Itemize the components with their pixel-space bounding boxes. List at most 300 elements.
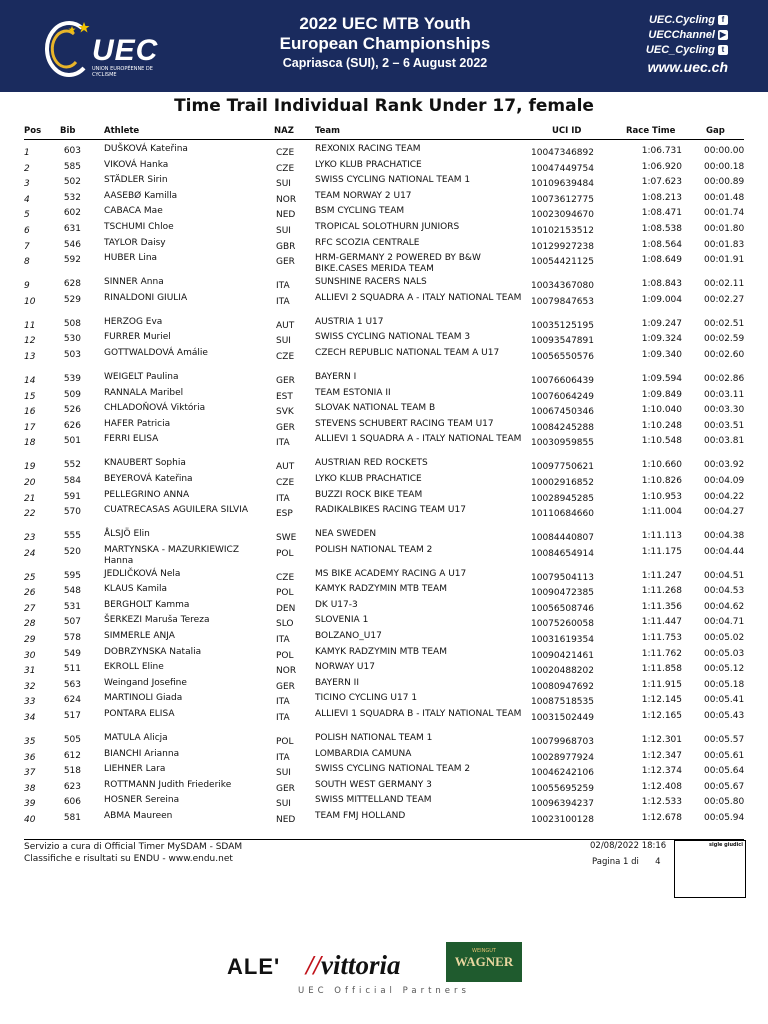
table-row	[24, 430, 744, 454]
table-row	[24, 156, 744, 172]
cell-gap: 00:04.09	[704, 475, 745, 486]
cell-gap: 00:01.83	[704, 239, 745, 250]
cell-team: SWISS CYCLING NATIONAL TEAM 2	[315, 764, 471, 775]
cell-bib: 529	[63, 294, 81, 305]
event-title-block	[200, 14, 570, 71]
cell-team: KAMYK RADZYMIN MTB TEAM	[315, 584, 447, 595]
table-row	[24, 565, 744, 581]
cell-team: POLISH NATIONAL TEAM 2	[315, 544, 433, 555]
cell-team: REXONIX RACING TEAM	[315, 144, 421, 154]
cell-pos: 25	[24, 572, 36, 583]
cell-team: POLISH NATIONAL TEAM 1	[315, 733, 433, 744]
uec-ring-icon	[44, 20, 92, 78]
cell-time: 1:08.564	[641, 239, 682, 250]
cell-uci: 10079504113	[531, 572, 594, 583]
cell-uci: 10056508746	[531, 603, 594, 614]
cell-pos: 20	[24, 477, 36, 488]
table-row	[24, 202, 745, 221]
cell-pos: 8	[24, 257, 30, 268]
cell-time: 1:11.113	[641, 531, 682, 542]
cell-athlete: STÄDLER Sirin	[104, 175, 168, 186]
cell-bib: 507	[63, 617, 81, 628]
cell-naz: POL	[276, 548, 294, 559]
twitter-icon: t	[718, 45, 728, 55]
table-row	[24, 289, 744, 313]
partners-label: UEC Official Partners	[298, 986, 470, 996]
social-youtube[interactable]: UECChannel ▶	[648, 29, 727, 41]
cell-athlete: BEYEROVÁ Kateřina	[104, 473, 193, 484]
cell-bib: 612	[63, 750, 81, 761]
cell-time: 1:11.356	[641, 601, 682, 612]
cell-uci: 10035125195	[531, 320, 594, 331]
cell-uci: 10109639484	[531, 179, 594, 190]
cell-gap: 00:03.92	[704, 460, 745, 471]
cell-gap: 00:05.03	[704, 648, 745, 659]
cell-uci: 10097750621	[531, 462, 594, 473]
cell-team: NEA SWEDEN	[315, 529, 377, 540]
cell-bib: 585	[63, 161, 81, 172]
cell-team: BSM CYCLING TEAM	[315, 206, 405, 217]
cell-gap: 00:05.43	[704, 711, 745, 722]
judges-signature-box	[674, 840, 746, 898]
cell-uci: 10096394237	[531, 799, 594, 810]
cell-team: LOMBARDIA CAMUNA	[315, 748, 412, 759]
cell-pos: 27	[24, 603, 36, 614]
cell-team: TEAM ESTONIA II	[315, 387, 391, 398]
cell-time: 1:11.762	[641, 648, 682, 659]
uec-logo-text: UEC	[92, 34, 159, 67]
cell-bib: 517	[63, 711, 81, 722]
cell-gap: 00:02.11	[704, 279, 745, 290]
cell-team: TEAM FMJ HOLLAND	[315, 811, 406, 821]
event-title-line1: 2022 UEC MTB Youth	[299, 14, 471, 33]
partner-vittoria-logo: //vittoria	[306, 950, 401, 980]
cell-naz: GBR	[276, 241, 296, 252]
cell-uci: 10031502449	[531, 713, 594, 724]
cell-uci: 10028945285	[531, 493, 594, 504]
cell-uci: 10076064249	[531, 391, 594, 402]
cell-athlete: CABACA Mae	[104, 206, 163, 217]
cell-time: 1:09.340	[641, 349, 682, 360]
cell-team: BUZZI ROCK BIKE TEAM	[315, 489, 423, 500]
cell-team: AUSTRIA 1 U17	[315, 316, 384, 327]
cell-bib: 511	[63, 664, 81, 675]
cell-naz: CZE	[276, 351, 295, 362]
cell-uci: 10084654914	[531, 548, 594, 559]
cell-pos: 5	[24, 210, 30, 221]
cell-pos: 40	[24, 815, 36, 825]
table-row	[24, 454, 745, 473]
cell-gap: 00:05.61	[704, 750, 745, 761]
cell-uci: 10102153512	[531, 225, 594, 236]
cell-time: 1:11.175	[641, 546, 682, 557]
cell-naz: POL	[276, 650, 294, 661]
col-naz: NAZ	[274, 126, 294, 136]
cell-athlete: CUATRECASAS AGUILERA SILVIA	[104, 505, 248, 516]
results-table	[24, 140, 744, 823]
cell-naz: DEN	[276, 603, 296, 614]
cell-bib: 502	[63, 177, 81, 188]
cell-team: LYKO KLUB PRACHATICE	[315, 159, 422, 170]
cell-pos: 24	[24, 548, 36, 559]
social-facebook[interactable]: UEC.Cycling f	[646, 13, 728, 28]
header-banner	[0, 0, 768, 92]
cell-naz: GER	[276, 422, 295, 433]
cell-bib: 606	[63, 797, 81, 808]
cell-time: 1:12.145	[641, 695, 682, 706]
cell-naz: GER	[276, 375, 295, 386]
table-row	[24, 273, 745, 292]
cell-naz: ESP	[276, 509, 293, 520]
cell-team: ALLIEVI 2 SQUADRA A - ITALY NATIONAL TEAM	[315, 292, 522, 303]
cell-pos: 31	[24, 666, 36, 677]
cell-pos: 34	[24, 713, 36, 724]
cell-gap: 00:00.18	[704, 161, 745, 172]
cell-athlete: TSCHUMI Chloe	[104, 221, 174, 232]
cell-uci: 10084245288	[531, 422, 594, 433]
cell-bib: 578	[63, 633, 81, 644]
cell-gap: 00:03.11	[704, 389, 745, 400]
cell-naz: CZE	[276, 148, 295, 158]
cell-team: SUNSHINE RACERS NALS	[315, 277, 427, 288]
table-row	[24, 415, 744, 431]
cell-pos: 32	[24, 681, 36, 692]
cell-pos: 28	[24, 619, 36, 630]
col-bib: Bib	[60, 126, 76, 136]
table-row	[24, 399, 745, 418]
cell-gap: 00:02.86	[704, 373, 745, 384]
cell-bib: 602	[63, 208, 81, 219]
cell-time: 1:09.594	[641, 373, 682, 384]
table-row	[24, 384, 744, 400]
cell-naz: CZE	[276, 163, 295, 174]
cell-athlete: JEDLIČKOVÁ Nela	[104, 568, 181, 579]
cell-uci: 10079968703	[531, 737, 594, 748]
cell-gap: 00:04.44	[704, 546, 745, 557]
cell-time: 1:10.548	[641, 436, 682, 447]
cell-team: CZECH REPUBLIC NATIONAL TEAM A U17	[315, 347, 500, 358]
table-row	[24, 611, 745, 630]
cell-bib: 532	[63, 192, 81, 203]
cell-gap: 00:04.51	[704, 570, 745, 581]
youtube-icon: ▶	[719, 30, 727, 40]
cell-uci: 10002916852	[531, 477, 594, 488]
page-title: Time Trail Individual Rank Under 17, female	[174, 96, 594, 116]
social-links	[646, 13, 728, 76]
cell-uci: 10030959855	[531, 438, 594, 449]
cell-time: 1:09.324	[641, 334, 682, 345]
cell-team: RFC SCOZIA CENTRALE	[315, 237, 420, 248]
cell-uci: 10020488202	[531, 666, 594, 677]
cell-naz: NED	[276, 815, 296, 825]
cell-time: 1:08.471	[641, 208, 682, 219]
cell-time: 1:12.678	[641, 813, 682, 823]
cell-gap: 00:03.81	[704, 436, 745, 447]
cell-gap: 00:00.89	[704, 177, 745, 188]
table-row	[24, 705, 744, 729]
cell-uci: 10031619354	[531, 635, 594, 646]
cell-uci: 10087518535	[531, 697, 594, 708]
cell-naz: NED	[276, 210, 296, 221]
cell-pos: 30	[24, 650, 36, 661]
cell-pos: 19	[24, 462, 36, 473]
table-row	[24, 541, 744, 565]
footer-date: 02/08/2022 18:16	[590, 841, 667, 851]
cell-athlete: HOSNER Sereina	[104, 795, 180, 806]
cell-bib: 531	[63, 601, 81, 612]
cell-pos: 37	[24, 768, 36, 779]
cell-uci: 10076606439	[531, 375, 594, 386]
judges-label: sigle giudici	[709, 842, 743, 848]
cell-athlete: HUBER Lina	[104, 253, 158, 264]
table-row	[24, 776, 744, 792]
cell-naz: ITA	[276, 697, 290, 708]
cell-uci: 10056550576	[531, 351, 594, 362]
cell-bib: 603	[63, 146, 81, 156]
cell-team: SWISS CYCLING NATIONAL TEAM 1	[315, 175, 471, 186]
cell-naz: ITA	[276, 296, 290, 307]
col-uci: UCI ID	[552, 126, 582, 136]
cell-athlete: BERGHOLT Kamma	[104, 599, 190, 610]
cell-athlete: PELLEGRINO ANNA	[104, 489, 190, 500]
cell-athlete: ŠERKEZI Maruša Tereza	[104, 615, 210, 626]
cell-athlete: RINALDONI GIULIA	[104, 292, 188, 303]
table-row	[24, 218, 744, 234]
cell-gap: 00:05.02	[704, 633, 745, 644]
cell-athlete: ÅLSJÖ Elin	[104, 529, 150, 540]
table-row	[24, 627, 745, 646]
table-row	[24, 643, 744, 659]
cell-time: 1:10.040	[641, 405, 682, 416]
cell-bib: 509	[63, 389, 81, 400]
cell-team: SLOVAK NATIONAL TEAM B	[315, 403, 436, 414]
cell-bib: 592	[63, 255, 81, 266]
cell-gap: 00:05.67	[704, 781, 745, 792]
cell-bib: 505	[63, 735, 81, 746]
cell-time: 1:11.915	[641, 679, 682, 690]
cell-pos: 9	[24, 281, 30, 292]
cell-bib: 548	[63, 586, 81, 597]
cell-athlete: HAFER Patricia	[104, 418, 171, 429]
event-title-line2: European Championships	[279, 34, 491, 53]
table-row	[24, 140, 744, 156]
cell-gap: 00:01.80	[704, 223, 745, 234]
cell-time: 1:11.753	[641, 633, 682, 644]
uec-logo	[36, 14, 159, 84]
cell-team: TICINO CYCLING U17 1	[315, 693, 418, 704]
cell-team: RADIKALBIKES RACING TEAM U17	[315, 505, 466, 516]
footer-line2: Classifiche e risultati su ENDU - www.endu.net	[24, 854, 233, 864]
cell-athlete: SIMMERLE ANJA	[104, 631, 175, 642]
cell-naz: SUI	[276, 225, 291, 236]
cell-bib: 546	[63, 239, 81, 250]
cell-time: 1:08.213	[641, 192, 682, 203]
cell-pos: 35	[24, 737, 36, 748]
table-row	[24, 791, 745, 810]
cell-gap: 00:04.22	[704, 491, 745, 502]
cell-pos: 10	[24, 296, 36, 307]
cell-time: 1:08.649	[641, 255, 682, 266]
cell-gap: 00:02.59	[704, 334, 745, 345]
cell-uci: 10054421125	[531, 257, 594, 268]
cell-team: KAMYK RADZYMIN MTB TEAM	[315, 646, 447, 657]
cell-pos: 26	[24, 588, 36, 599]
table-row	[24, 760, 745, 779]
cell-pos: 13	[24, 351, 36, 362]
cell-bib: 595	[63, 570, 81, 581]
cell-naz: SUI	[276, 799, 291, 810]
col-time: Race Time	[626, 126, 676, 136]
cell-gap: 00:04.53	[704, 586, 745, 597]
cell-naz: NOR	[276, 666, 297, 677]
cell-time: 1:12.374	[641, 766, 682, 777]
cell-uci: 10023094670	[531, 210, 594, 221]
uec-logo-subtitle: UNION EUROPÉENNE DE CYCLISME	[92, 66, 153, 78]
cell-gap: 00:01.74	[704, 208, 745, 219]
cell-athlete: LIEHNER Lara	[104, 764, 166, 775]
footer-credits	[24, 841, 242, 865]
table-row	[24, 745, 744, 761]
cell-pos: 18	[24, 438, 36, 449]
cell-uci: 10034367080	[531, 281, 594, 292]
cell-time: 1:06.920	[641, 161, 682, 172]
vittoria-mark-icon: //	[306, 950, 322, 980]
cell-gap: 00:02.27	[704, 294, 745, 305]
cell-time: 1:08.843	[641, 279, 682, 290]
table-row	[24, 729, 745, 748]
cell-naz: ITA	[276, 493, 290, 504]
cell-gap: 00:01.48	[704, 192, 745, 203]
cell-pos: 39	[24, 799, 36, 810]
cell-naz: GER	[276, 257, 295, 268]
cell-pos: 21	[24, 493, 36, 504]
cell-bib: 518	[63, 766, 81, 777]
partner-ale-logo: ALE'	[227, 954, 281, 979]
col-athlete: Athlete	[104, 126, 140, 136]
cell-athlete: MARTINOLI Giada	[104, 693, 183, 704]
cell-time: 1:10.248	[641, 420, 682, 431]
cell-time: 1:12.533	[641, 797, 682, 808]
cell-naz: AUT	[276, 462, 295, 473]
table-row	[24, 580, 745, 599]
table-row	[24, 328, 745, 347]
cell-naz: ITA	[276, 281, 290, 292]
cell-time: 1:11.247	[641, 570, 682, 581]
cell-time: 1:09.247	[641, 318, 682, 329]
cell-team: STEVENS SCHUBERT RACING TEAM U17	[315, 418, 494, 429]
cell-time: 1:09.849	[641, 389, 682, 400]
cell-athlete: AASEBØ Kamilla	[104, 190, 178, 201]
cell-gap: 00:00.00	[704, 146, 745, 156]
cell-time: 1:11.447	[641, 617, 682, 628]
table-row	[24, 486, 744, 502]
table-row	[24, 171, 745, 190]
cell-pos: 1	[24, 148, 30, 158]
cell-naz: ITA	[276, 438, 290, 449]
cell-pos: 15	[24, 391, 36, 402]
cell-pos: 23	[24, 533, 36, 544]
cell-team: BAYERN II	[315, 677, 359, 688]
cell-team: ALLIEVI 1 SQUADRA A - ITALY NATIONAL TEAM	[315, 434, 522, 445]
cell-uci: 10080947692	[531, 681, 594, 692]
cell-athlete: GOTTWALDOVÁ Amálie	[104, 347, 208, 358]
cell-bib: 503	[63, 349, 81, 360]
cell-athlete: DOBRZYNSKA Natalia	[104, 646, 202, 657]
cell-team: SLOVENIA 1	[315, 615, 369, 626]
cell-naz: AUT	[276, 320, 295, 331]
cell-athlete: CHLADOŇOVÁ Viktória	[104, 403, 206, 414]
facebook-icon: f	[718, 15, 728, 25]
cell-athlete: PONTARA ELISA	[104, 709, 175, 720]
table-row	[24, 658, 745, 677]
footer-page: Pagina 1 di 4	[592, 857, 661, 867]
cell-pos: 6	[24, 225, 30, 236]
cell-uci: 10073612775	[531, 194, 594, 205]
cell-pos: 2	[24, 163, 30, 174]
table-row	[24, 249, 744, 273]
cell-pos: 17	[24, 422, 36, 433]
cell-time: 1:12.301	[641, 735, 682, 746]
cell-team: HRM-GERMANY 2 POWERED BY B&W BIKE.CASES MERIDA TEAM	[315, 253, 481, 275]
table-row	[24, 234, 744, 250]
cell-uci: 10093547891	[531, 336, 594, 347]
cell-bib: 563	[63, 679, 81, 690]
cell-athlete: Weingand Josefine	[104, 677, 187, 688]
cell-bib: 526	[63, 405, 81, 416]
partner-wagner-logo: WEINGUT WAGNER	[446, 942, 522, 982]
cell-naz: SUI	[276, 179, 291, 190]
cell-athlete: VIKOVÁ Hanka	[104, 159, 169, 170]
cell-time: 1:12.408	[641, 781, 682, 792]
cell-athlete: KNAUBERT Sophia	[104, 458, 186, 469]
cell-naz: SVK	[276, 407, 294, 418]
cell-naz: SUI	[276, 336, 291, 347]
cell-gap: 00:05.18	[704, 679, 745, 690]
cell-uci: 10028977924	[531, 752, 594, 763]
cell-team: BOLZANO_U17	[315, 631, 382, 642]
cell-time: 1:12.165	[641, 711, 682, 722]
cell-bib: 626	[63, 420, 81, 431]
cell-naz: POL	[276, 588, 294, 599]
cell-bib: 570	[63, 507, 81, 518]
cell-naz: SUI	[276, 768, 291, 779]
cell-bib: 555	[63, 531, 81, 542]
table-row	[24, 596, 744, 612]
cell-pos: 14	[24, 375, 36, 386]
cell-athlete: EKROLL Eline	[104, 662, 164, 673]
cell-bib: 539	[63, 373, 81, 384]
cell-bib: 530	[63, 334, 81, 345]
cell-gap: 00:01.91	[704, 255, 745, 266]
cell-uci: 10047346892	[531, 148, 594, 158]
cell-time: 1:09.004	[641, 294, 682, 305]
cell-pos: 4	[24, 194, 30, 205]
cell-naz: ITA	[276, 752, 290, 763]
cell-gap: 00:05.80	[704, 797, 745, 808]
cell-athlete: FURRER Muriel	[104, 332, 171, 343]
cell-pos: 3	[24, 179, 30, 190]
cell-athlete: SINNER Anna	[104, 277, 164, 288]
social-twitter[interactable]: UEC_Cycling t	[646, 43, 728, 58]
cell-uci: 10046242106	[531, 768, 594, 779]
cell-bib: 591	[63, 491, 81, 502]
cell-team: ALLIEVI 1 SQUADRA B - ITALY NATIONAL TEAM	[315, 709, 522, 720]
website-link[interactable]: www.uec.ch	[647, 59, 728, 75]
cell-gap: 00:04.27	[704, 507, 745, 518]
partners-strip	[0, 936, 768, 1002]
cell-team: TEAM NORWAY 2 U17	[315, 190, 412, 201]
col-pos: Pos	[24, 126, 42, 136]
